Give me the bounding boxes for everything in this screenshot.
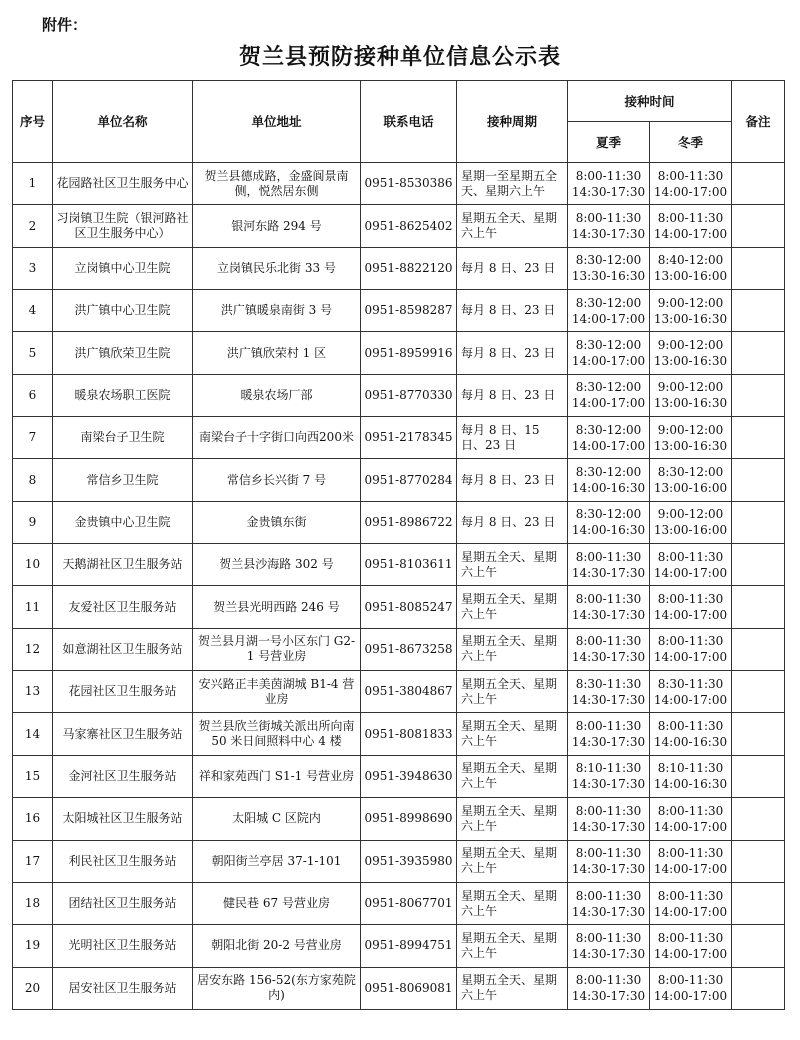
cell-remark [732, 374, 785, 416]
cell-name: 立岗镇中心卫生院 [53, 247, 193, 289]
winter-time-slot: 13:00-16:00 [653, 523, 728, 538]
table-row [13, 882, 785, 924]
cell-name: 团结社区卫生服务站 [53, 882, 193, 924]
document-title: 贺兰县预防接种单位信息公示表 [238, 44, 561, 70]
summer-time-slot: 14:30-17:30 [571, 650, 646, 665]
cell-winter-time [650, 332, 732, 374]
header-address: 单位地址 [193, 81, 361, 163]
summer-time-slot: 14:30-17:30 [571, 565, 646, 580]
summer-time-slot: 14:30-17:30 [571, 184, 646, 199]
winter-time-slot: 14:00-17:00 [653, 904, 728, 919]
summer-time-slot: 13:30-16:30 [571, 269, 646, 284]
cell-address: 贺兰县光明西路 246 号 [193, 586, 361, 628]
cell-seq: 17 [13, 840, 53, 882]
cell-winter-time [650, 628, 732, 670]
summer-time-slot: 14:00-17:00 [571, 354, 646, 369]
winter-time-slot: 8:00-11:30 [657, 888, 724, 903]
cell-address: 贺兰县沙海路 302 号 [193, 544, 361, 586]
cell-cycle: 星期五全天、星期六上午 [457, 967, 568, 1009]
cell-winter-time [650, 163, 732, 205]
cell-address: 金贵镇东街 [193, 501, 361, 543]
table-row [13, 544, 785, 586]
cell-address: 安兴路正丰美茵湖城 B1-4 营业房 [193, 671, 361, 713]
cell-winter-time [650, 882, 732, 924]
cell-phone: 0951-8530386 [361, 163, 457, 205]
cell-name: 天鹅湖社区卫生服务站 [53, 544, 193, 586]
cell-cycle: 每月 8 日、23 日 [457, 501, 568, 543]
cell-name: 花园路社区卫生服务中心 [53, 163, 193, 205]
cell-summer-time [568, 290, 650, 332]
cell-winter-time [650, 713, 732, 755]
cell-summer-time [568, 798, 650, 840]
summer-time-slot: 8:00-11:30 [575, 634, 642, 649]
winter-time-slot: 14:00-17:00 [653, 946, 728, 961]
cell-remark [732, 205, 785, 247]
cell-address: 常信乡长兴街 7 号 [193, 459, 361, 501]
cell-phone: 0951-3935980 [361, 840, 457, 882]
cell-address: 朝阳北街 20-2 号营业房 [193, 925, 361, 967]
cell-summer-time [568, 374, 650, 416]
summer-time-slot: 8:10-11:30 [575, 761, 642, 776]
cell-cycle: 星期五全天、星期六上午 [457, 671, 568, 713]
summer-time-slot: 8:30-12:00 [575, 465, 642, 480]
winter-time-slot: 9:00-12:00 [657, 422, 724, 437]
cell-remark [732, 459, 785, 501]
cell-phone: 0951-8998690 [361, 798, 457, 840]
table-row [13, 163, 785, 205]
cell-phone: 0951-8770330 [361, 374, 457, 416]
winter-time-slot: 8:00-11:30 [657, 803, 724, 818]
summer-time-slot: 8:30-12:00 [575, 295, 642, 310]
table-row [13, 501, 785, 543]
cell-phone: 0951-8085247 [361, 586, 457, 628]
winter-time-slot: 9:00-12:00 [657, 338, 724, 353]
cell-phone: 0951-8081833 [361, 713, 457, 755]
cell-cycle: 星期五全天、星期六上午 [457, 840, 568, 882]
summer-time-slot: 14:30-17:30 [571, 735, 646, 750]
winter-time-slot: 14:00-17:00 [653, 184, 728, 199]
cell-winter-time [650, 840, 732, 882]
winter-time-slot: 8:10-11:30 [657, 761, 724, 776]
cell-remark [732, 290, 785, 332]
summer-time-slot: 14:30-17:30 [571, 989, 646, 1004]
cell-seq: 9 [13, 501, 53, 543]
cell-winter-time [650, 417, 732, 459]
cell-summer-time [568, 755, 650, 797]
table-row [13, 205, 785, 247]
cell-address: 祥和家苑西门 S1-1 号营业房 [193, 755, 361, 797]
summer-time-slot: 14:30-17:30 [571, 946, 646, 961]
cell-phone: 0951-8986722 [361, 501, 457, 543]
cell-remark [732, 798, 785, 840]
cell-winter-time [650, 755, 732, 797]
winter-time-slot: 14:00-17:00 [653, 650, 728, 665]
cell-seq: 16 [13, 798, 53, 840]
cell-seq: 19 [13, 925, 53, 967]
cell-name: 花园社区卫生服务站 [53, 671, 193, 713]
winter-time-slot: 14:00-17:00 [653, 692, 728, 707]
cell-address: 立岗镇民乐北街 33 号 [193, 247, 361, 289]
cell-cycle: 星期五全天、星期六上午 [457, 713, 568, 755]
cell-phone: 0951-8067701 [361, 882, 457, 924]
table-row [13, 628, 785, 670]
cell-summer-time [568, 840, 650, 882]
summer-time-slot: 14:30-17:30 [571, 862, 646, 877]
table-row [13, 798, 785, 840]
cell-seq: 10 [13, 544, 53, 586]
cell-remark [732, 840, 785, 882]
table-row [13, 840, 785, 882]
summer-time-slot: 8:00-11:30 [575, 549, 642, 564]
cell-cycle: 每月 8 日、23 日 [457, 459, 568, 501]
cell-phone: 0951-8994751 [361, 925, 457, 967]
winter-time-slot: 8:40-12:00 [657, 253, 724, 268]
cell-name: 太阳城社区卫生服务站 [53, 798, 193, 840]
cell-seq: 11 [13, 586, 53, 628]
cell-address: 健民巷 67 号营业房 [193, 882, 361, 924]
header-winter: 冬季 [650, 122, 732, 163]
cell-address: 洪广镇暖泉南街 3 号 [193, 290, 361, 332]
cell-address: 居安东路 156-52(东方家苑院内) [193, 967, 361, 1009]
cell-seq: 14 [13, 713, 53, 755]
header-cycle: 接种周期 [457, 81, 568, 163]
winter-time-slot: 8:00-11:30 [657, 930, 724, 945]
cell-phone: 0951-8625402 [361, 205, 457, 247]
cell-remark [732, 417, 785, 459]
summer-time-slot: 14:00-17:00 [571, 396, 646, 411]
table-row [13, 459, 785, 501]
table-row [13, 713, 785, 755]
winter-time-slot: 13:00-16:30 [653, 311, 728, 326]
cell-phone: 0951-8822120 [361, 247, 457, 289]
table-row [13, 925, 785, 967]
cell-cycle: 星期五全天、星期六上午 [457, 586, 568, 628]
summer-time-slot: 8:00-11:30 [575, 888, 642, 903]
winter-time-slot: 8:00-11:30 [657, 846, 724, 861]
winter-time-slot: 8:00-11:30 [657, 973, 724, 988]
cell-cycle: 星期五全天、星期六上午 [457, 798, 568, 840]
summer-time-slot: 14:30-17:30 [571, 608, 646, 623]
cell-winter-time [650, 205, 732, 247]
winter-time-slot: 8:00-11:30 [657, 211, 724, 226]
cell-cycle: 每月 8 日、23 日 [457, 332, 568, 374]
cell-address: 贺兰县欣兰街城关派出所向南 50 米日间照料中心 4 楼 [193, 713, 361, 755]
cell-name: 居安社区卫生服务站 [53, 967, 193, 1009]
summer-time-slot: 14:30-17:30 [571, 819, 646, 834]
cell-name: 习岗镇卫生院（银河路社区卫生服务中心） [53, 205, 193, 247]
cell-phone: 0951-3804867 [361, 671, 457, 713]
cell-phone: 0951-8069081 [361, 967, 457, 1009]
cell-remark [732, 247, 785, 289]
header-time: 接种时间 [568, 81, 732, 122]
cell-address: 洪广镇欣荣村 1 区 [193, 332, 361, 374]
cell-cycle: 星期一至星期五全天、星期六上午 [457, 163, 568, 205]
cell-winter-time [650, 671, 732, 713]
cell-summer-time [568, 713, 650, 755]
winter-time-slot: 8:00-11:30 [657, 634, 724, 649]
summer-time-slot: 8:00-11:30 [575, 168, 642, 183]
cell-remark [732, 544, 785, 586]
cell-seq: 8 [13, 459, 53, 501]
winter-time-slot: 9:00-12:00 [657, 295, 724, 310]
winter-time-slot: 8:00-11:30 [657, 719, 724, 734]
cell-phone: 0951-8598287 [361, 290, 457, 332]
summer-time-slot: 8:30-12:00 [575, 338, 642, 353]
cell-seq: 18 [13, 882, 53, 924]
cell-seq: 5 [13, 332, 53, 374]
winter-time-slot: 9:00-12:00 [657, 380, 724, 395]
cell-remark [732, 967, 785, 1009]
cell-winter-time [650, 247, 732, 289]
cell-seq: 3 [13, 247, 53, 289]
cell-cycle: 星期五全天、星期六上午 [457, 925, 568, 967]
summer-time-slot: 8:00-11:30 [575, 803, 642, 818]
cell-seq: 1 [13, 163, 53, 205]
cell-address: 南梁台子十字街口向西200米 [193, 417, 361, 459]
cell-summer-time [568, 459, 650, 501]
cell-phone: 0951-2178345 [361, 417, 457, 459]
table-row [13, 332, 785, 374]
cell-name: 常信乡卫生院 [53, 459, 193, 501]
cell-summer-time [568, 544, 650, 586]
cell-winter-time [650, 544, 732, 586]
cell-name: 光明社区卫生服务站 [53, 925, 193, 967]
cell-summer-time [568, 671, 650, 713]
cell-winter-time [650, 798, 732, 840]
cell-phone: 0951-3948630 [361, 755, 457, 797]
cell-winter-time [650, 290, 732, 332]
summer-time-slot: 14:00-16:30 [571, 523, 646, 538]
cell-cycle: 每月 8 日、23 日 [457, 247, 568, 289]
header-name: 单位名称 [53, 81, 193, 163]
summer-time-slot: 8:00-11:30 [575, 719, 642, 734]
cell-name: 洪广镇欣荣卫生院 [53, 332, 193, 374]
cell-winter-time [650, 374, 732, 416]
cell-address: 贺兰县德成路，金盛阆景南侧，悦然居东侧 [193, 163, 361, 205]
summer-time-slot: 8:00-11:30 [575, 592, 642, 607]
table-row [13, 417, 785, 459]
cell-summer-time [568, 247, 650, 289]
table-row [13, 671, 785, 713]
cell-name: 利民社区卫生服务站 [53, 840, 193, 882]
cell-phone: 0951-8103611 [361, 544, 457, 586]
cell-name: 金河社区卫生服务站 [53, 755, 193, 797]
vaccination-unit-table [12, 80, 785, 1010]
cell-winter-time [650, 586, 732, 628]
cell-seq: 6 [13, 374, 53, 416]
winter-time-slot: 9:00-12:00 [657, 507, 724, 522]
cell-cycle: 星期五全天、星期六上午 [457, 628, 568, 670]
cell-summer-time [568, 163, 650, 205]
winter-time-slot: 8:00-11:30 [657, 168, 724, 183]
cell-summer-time [568, 417, 650, 459]
cell-remark [732, 332, 785, 374]
header-phone: 联系电话 [361, 81, 457, 163]
cell-winter-time [650, 501, 732, 543]
cell-cycle: 星期五全天、星期六上午 [457, 755, 568, 797]
cell-remark [732, 755, 785, 797]
summer-time-slot: 8:30-12:00 [575, 253, 642, 268]
cell-name: 友爱社区卫生服务站 [53, 586, 193, 628]
header-summer: 夏季 [568, 122, 650, 163]
cell-cycle: 每月 8 日、23 日 [457, 290, 568, 332]
header-seq: 序号 [13, 81, 53, 163]
cell-remark [732, 713, 785, 755]
table-body [13, 163, 785, 1010]
cell-seq: 12 [13, 628, 53, 670]
winter-time-slot: 13:00-16:00 [653, 481, 728, 496]
cell-phone: 0951-8770284 [361, 459, 457, 501]
cell-summer-time [568, 501, 650, 543]
cell-remark [732, 882, 785, 924]
summer-time-slot: 8:00-11:30 [575, 973, 642, 988]
cell-cycle: 星期五全天、星期六上午 [457, 544, 568, 586]
table-row [13, 586, 785, 628]
winter-time-slot: 13:00-16:00 [653, 269, 728, 284]
table-row [13, 290, 785, 332]
cell-seq: 20 [13, 967, 53, 1009]
summer-time-slot: 8:30-12:00 [575, 422, 642, 437]
cell-phone: 0951-8959916 [361, 332, 457, 374]
winter-time-slot: 14:00-17:00 [653, 227, 728, 242]
winter-time-slot: 8:00-11:30 [657, 592, 724, 607]
cell-address: 暖泉农场厂部 [193, 374, 361, 416]
cell-name: 如意湖社区卫生服务站 [53, 628, 193, 670]
winter-time-slot: 13:00-16:30 [653, 396, 728, 411]
summer-time-slot: 8:30-12:00 [575, 507, 642, 522]
summer-time-slot: 8:00-11:30 [575, 211, 642, 226]
cell-seq: 7 [13, 417, 53, 459]
cell-seq: 2 [13, 205, 53, 247]
summer-time-slot: 8:00-11:30 [575, 930, 642, 945]
cell-summer-time [568, 967, 650, 1009]
cell-address: 朝阳街兰亭居 37-1-101 [193, 840, 361, 882]
cell-remark [732, 586, 785, 628]
summer-time-slot: 8:30-12:00 [575, 380, 642, 395]
summer-time-slot: 14:30-17:30 [571, 777, 646, 792]
cell-address: 贺兰县月湖一号小区东门 G2-1 号营业房 [193, 628, 361, 670]
cell-seq: 13 [13, 671, 53, 713]
winter-time-slot: 14:00-17:00 [653, 565, 728, 580]
cell-seq: 4 [13, 290, 53, 332]
summer-time-slot: 8:30-11:30 [575, 676, 642, 691]
header-remark: 备注 [732, 81, 785, 163]
winter-time-slot: 13:00-16:30 [653, 354, 728, 369]
cell-winter-time [650, 967, 732, 1009]
cell-remark [732, 671, 785, 713]
winter-time-slot: 8:30-12:00 [657, 465, 724, 480]
cell-remark [732, 501, 785, 543]
cell-summer-time [568, 205, 650, 247]
winter-time-slot: 14:00-17:00 [653, 862, 728, 877]
summer-time-slot: 14:30-17:30 [571, 692, 646, 707]
summer-time-slot: 14:30-17:30 [571, 904, 646, 919]
cell-seq: 15 [13, 755, 53, 797]
table-row [13, 374, 785, 416]
winter-time-slot: 14:00-17:00 [653, 989, 728, 1004]
cell-cycle: 星期五全天、星期六上午 [457, 205, 568, 247]
summer-time-slot: 14:00-17:00 [571, 311, 646, 326]
winter-time-slot: 13:00-16:30 [653, 438, 728, 453]
cell-address: 银河东路 294 号 [193, 205, 361, 247]
cell-winter-time [650, 925, 732, 967]
cell-summer-time [568, 882, 650, 924]
cell-summer-time [568, 628, 650, 670]
summer-time-slot: 14:30-17:30 [571, 227, 646, 242]
winter-time-slot: 14:00-17:00 [653, 819, 728, 834]
cell-remark [732, 628, 785, 670]
cell-cycle: 每月 8 日、15 日、23 日 [457, 417, 568, 459]
cell-address: 太阳城 C 区院内 [193, 798, 361, 840]
summer-time-slot: 8:00-11:30 [575, 846, 642, 861]
attachment-label: 附件： [42, 16, 88, 34]
winter-time-slot: 8:00-11:30 [657, 549, 724, 564]
winter-time-slot: 14:00-17:00 [653, 608, 728, 623]
cell-name: 洪广镇中心卫生院 [53, 290, 193, 332]
cell-name: 暖泉农场职工医院 [53, 374, 193, 416]
cell-winter-time [650, 459, 732, 501]
cell-cycle: 每月 8 日、23 日 [457, 374, 568, 416]
winter-time-slot: 8:30-11:30 [657, 676, 724, 691]
cell-summer-time [568, 332, 650, 374]
cell-remark [732, 163, 785, 205]
cell-remark [732, 925, 785, 967]
cell-phone: 0951-8673258 [361, 628, 457, 670]
summer-time-slot: 14:00-17:00 [571, 438, 646, 453]
cell-name: 金贵镇中心卫生院 [53, 501, 193, 543]
cell-name: 马家寨社区卫生服务站 [53, 713, 193, 755]
cell-summer-time [568, 925, 650, 967]
winter-time-slot: 14:00-16:30 [653, 777, 728, 792]
summer-time-slot: 14:00-16:30 [571, 481, 646, 496]
cell-name: 南梁台子卫生院 [53, 417, 193, 459]
table-row [13, 755, 785, 797]
winter-time-slot: 14:00-16:30 [653, 735, 728, 750]
cell-cycle: 星期五全天、星期六上午 [457, 882, 568, 924]
table-row [13, 967, 785, 1009]
table-row [13, 247, 785, 289]
cell-summer-time [568, 586, 650, 628]
